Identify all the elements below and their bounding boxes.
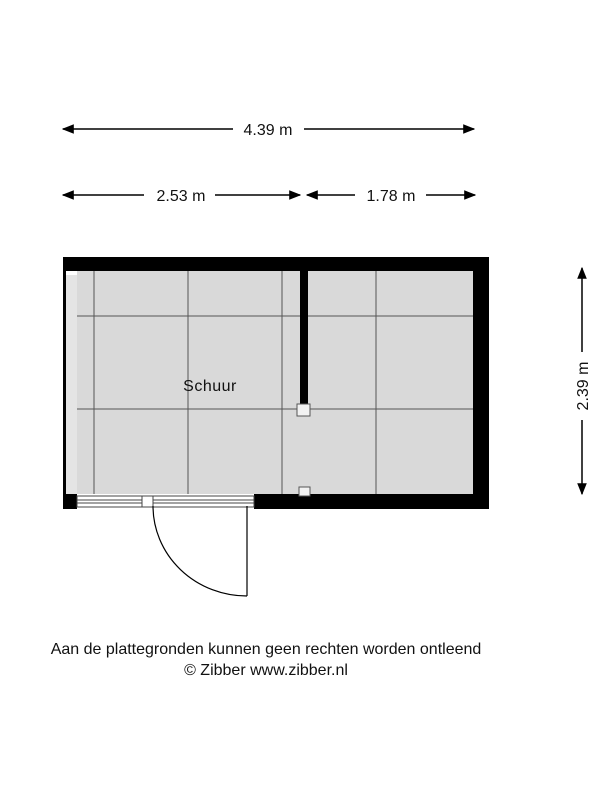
wall-partition [300,271,308,404]
disclaimer-text: Aan de plattegronden kunnen geen rechten worden ontleend [50,641,482,658]
dimension-label-total-width: 4.39 m [243,122,293,139]
dimension-total-width [63,122,474,139]
partition-post-top [297,404,310,416]
dimension-depth [575,268,592,494]
copyright-text: © Zibber www.zibber.nl [184,662,348,679]
room-label-schuur: Schuur [183,378,237,395]
wall-left [63,271,66,496]
dimension-label-right-width: 1.78 m [366,188,416,205]
partition-post-bottom [299,487,310,496]
floor-area [63,271,473,496]
wall-corner-post [63,494,77,509]
wall-bottom [254,494,489,509]
floor-fill [77,271,473,494]
dimension-left-width [63,188,300,205]
door-swing-arc [153,506,247,596]
window-bottom [77,496,254,507]
dimension-label-depth: 2.39 m [575,361,592,411]
door [153,506,247,596]
dimension-right-width [307,188,475,205]
dimension-label-left-width: 2.53 m [156,188,206,205]
wall-top [63,257,489,271]
wall-right [473,257,489,509]
